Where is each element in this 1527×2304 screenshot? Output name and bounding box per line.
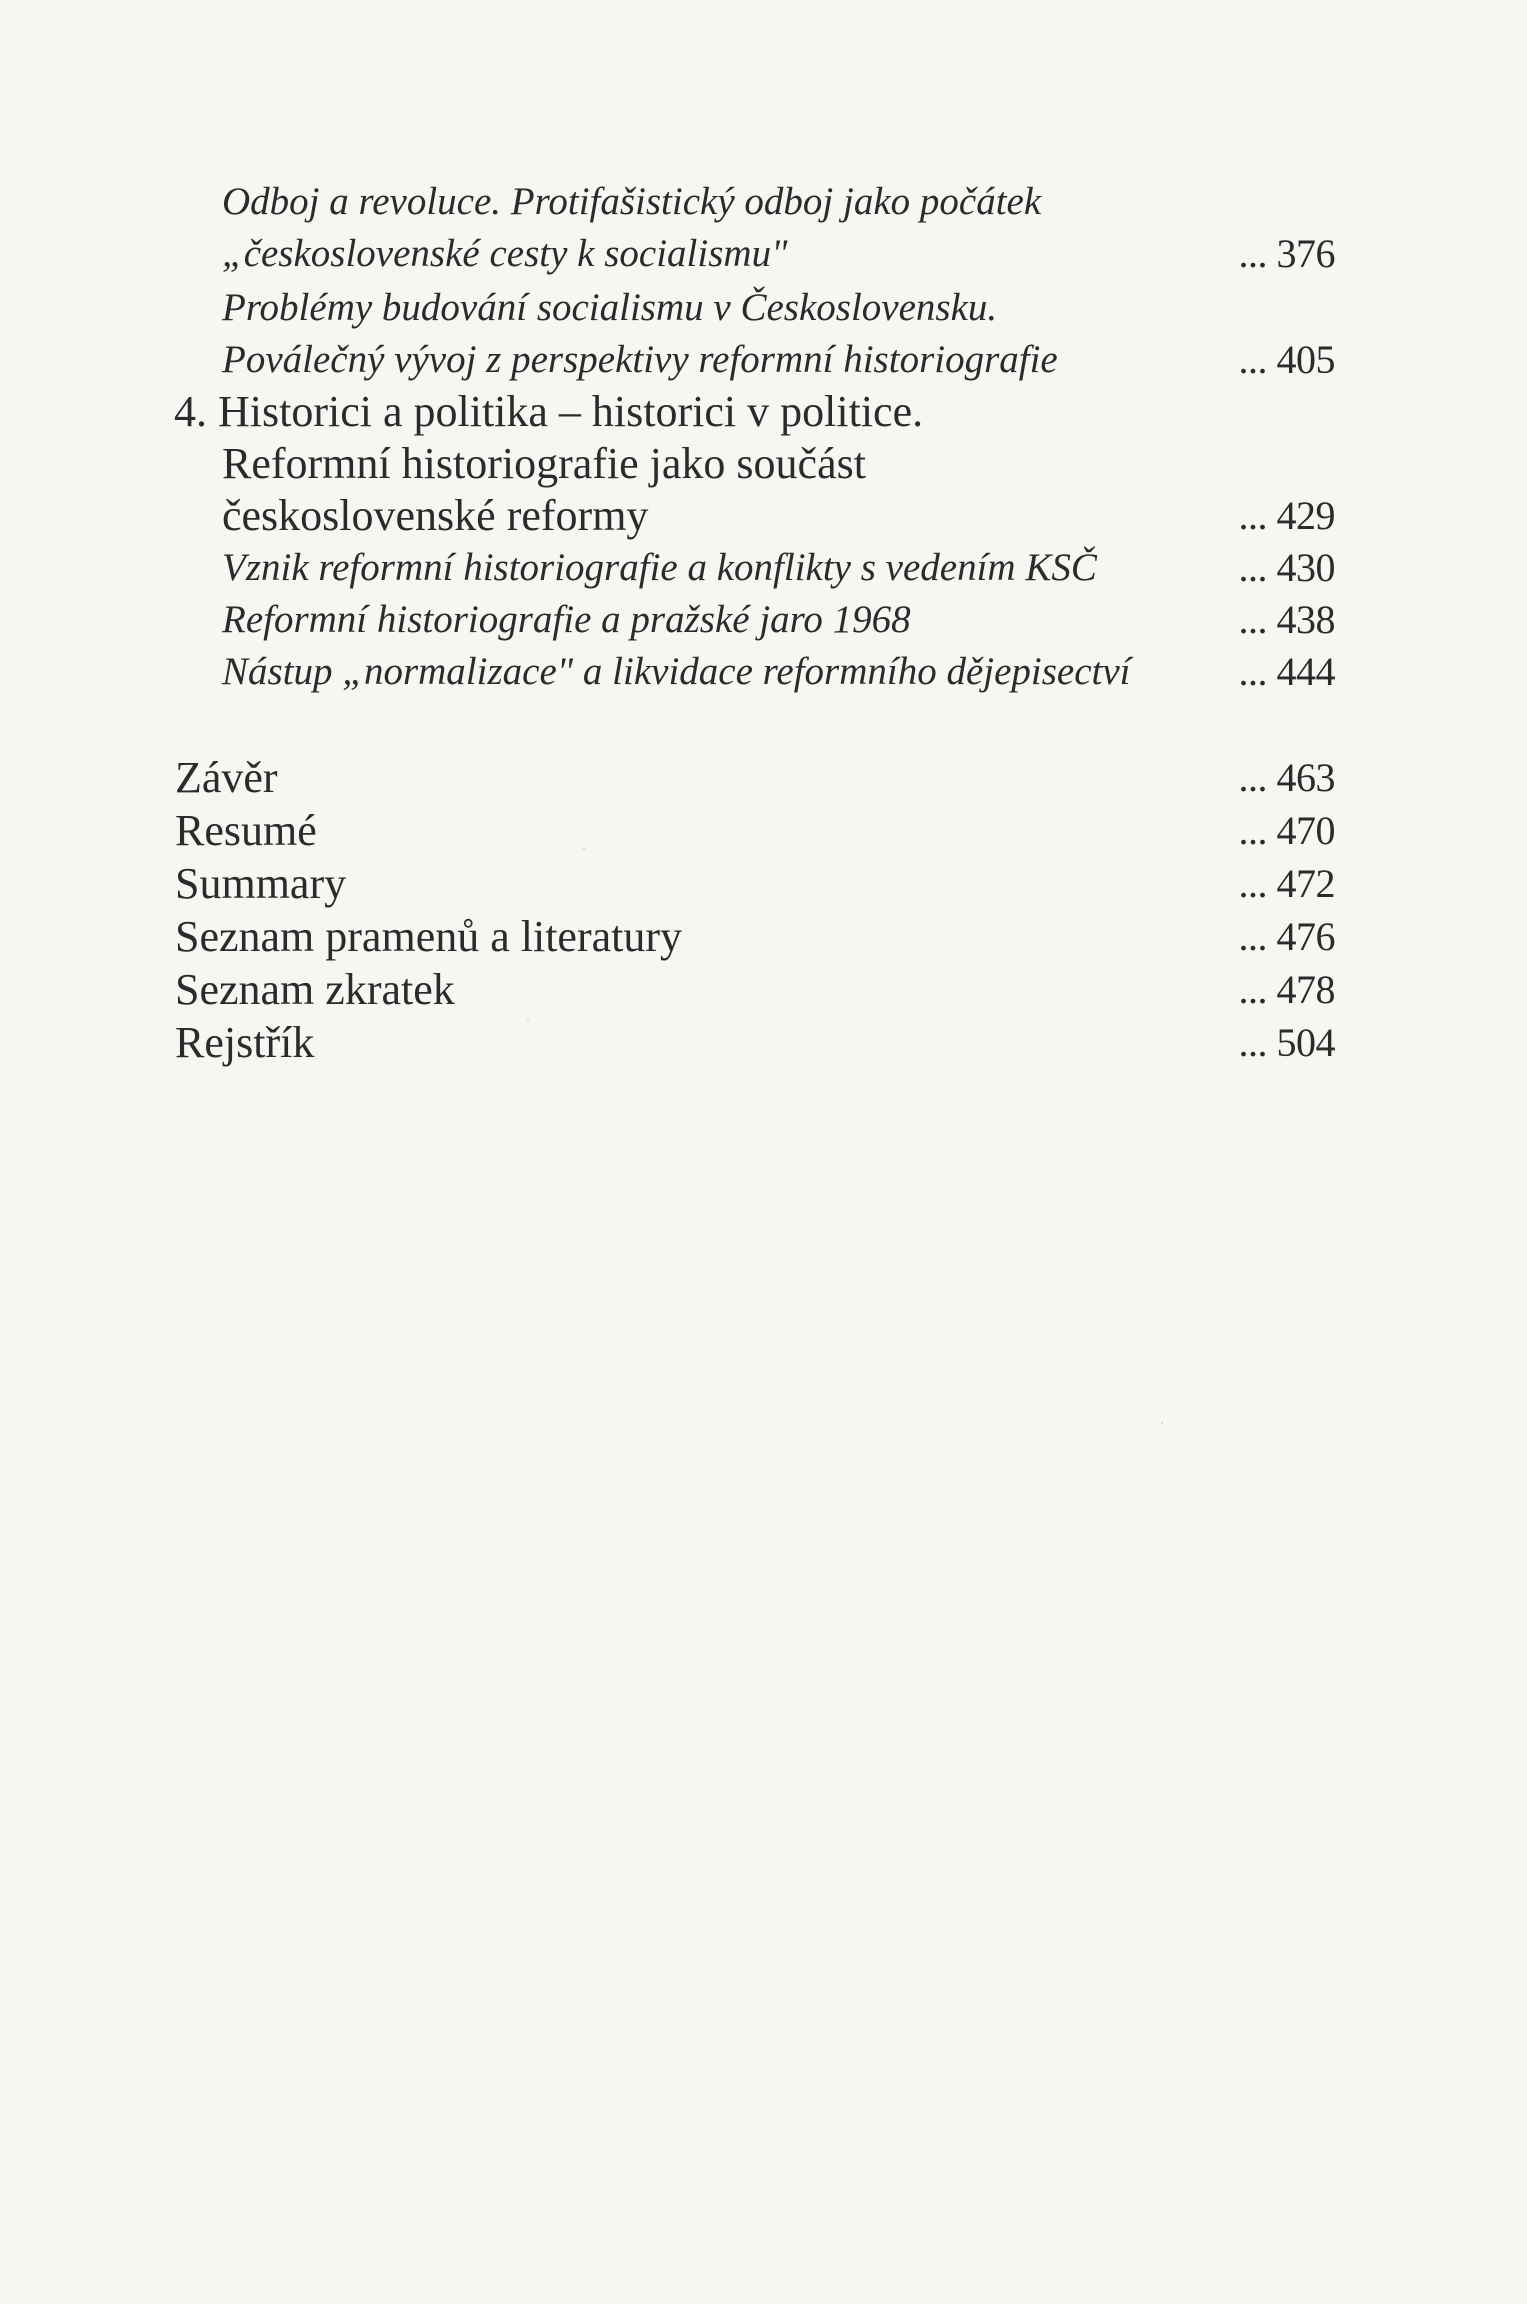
toc-subsection-title: Poválečný vývoj z perspektivy reformní historiografie [222, 338, 1058, 381]
toc-page-number: ... 438 [1238, 597, 1335, 642]
toc-subsection-line [0, 334, 1527, 386]
toc-subsection-line [0, 176, 1527, 228]
toc-chapter-title: československé reformy [222, 491, 649, 540]
toc-chapter-line [0, 490, 1527, 542]
toc-subsection-line [0, 594, 1527, 646]
toc-chapter-title: 4. Historici a politika – historici v politice. [174, 387, 924, 436]
toc-chapter-line [0, 386, 1527, 438]
toc-page-number: ... 470 [1238, 808, 1335, 853]
toc-subsection-title: Reformní historiografie a pražské jaro 1968 [222, 598, 911, 641]
paper-speck [527, 1018, 529, 1020]
toc-subsection-title: Problémy budování socialismu v Československu. [222, 286, 998, 329]
toc-backmatter-line [0, 858, 1527, 910]
toc-backmatter-title: Summary [175, 859, 347, 908]
toc-backmatter-title: Závěr [175, 753, 278, 802]
toc-chapter-line [0, 438, 1527, 490]
toc-subsection-line [0, 646, 1527, 698]
toc-page-number: ... 478 [1238, 967, 1335, 1012]
toc-subsection-line [0, 228, 1527, 280]
toc-page-number: ... 504 [1238, 1020, 1335, 1065]
toc-backmatter-title: Resumé [175, 806, 317, 855]
toc-page-number: ... 472 [1238, 861, 1335, 906]
paper-speck [1161, 1422, 1163, 1424]
toc-backmatter-title: Rejstřík [175, 1018, 315, 1067]
toc-page-number: ... 376 [1238, 231, 1335, 276]
toc-page-number: ... 429 [1238, 493, 1335, 538]
toc-page-number: ... 405 [1238, 337, 1335, 382]
toc-page-number: ... 476 [1238, 914, 1335, 959]
toc-backmatter-line [0, 752, 1527, 804]
toc-subsection-title: „československé cesty k socialismu" [222, 232, 788, 275]
toc-backmatter-line [0, 911, 1527, 963]
toc-subsection-title: Odboj a revoluce. Protifašistický odboj jako počátek [222, 180, 1042, 223]
toc-subsection-line [0, 282, 1527, 334]
toc-page-number: ... 463 [1238, 755, 1335, 800]
toc-page-number: ... 444 [1238, 649, 1335, 694]
toc-page-number: ... 430 [1238, 545, 1335, 590]
paper-speck [583, 848, 585, 850]
toc-backmatter-title: Seznam pramenů a literatury [175, 912, 683, 961]
toc-backmatter-line [0, 964, 1527, 1016]
toc-backmatter-title: Seznam zkratek [175, 965, 455, 1014]
toc-backmatter-line [0, 1017, 1527, 1069]
toc-backmatter-line [0, 805, 1527, 857]
toc-subsection-title: Vznik reformní historiografie a konflikty s vedením KSČ [222, 546, 1097, 589]
toc-subsection-title: Nástup „normalizace" a likvidace reformního dějepisectví [222, 650, 1131, 693]
toc-subsection-line [0, 542, 1527, 594]
toc-chapter-title: Reformní historiografie jako součást [222, 439, 866, 488]
